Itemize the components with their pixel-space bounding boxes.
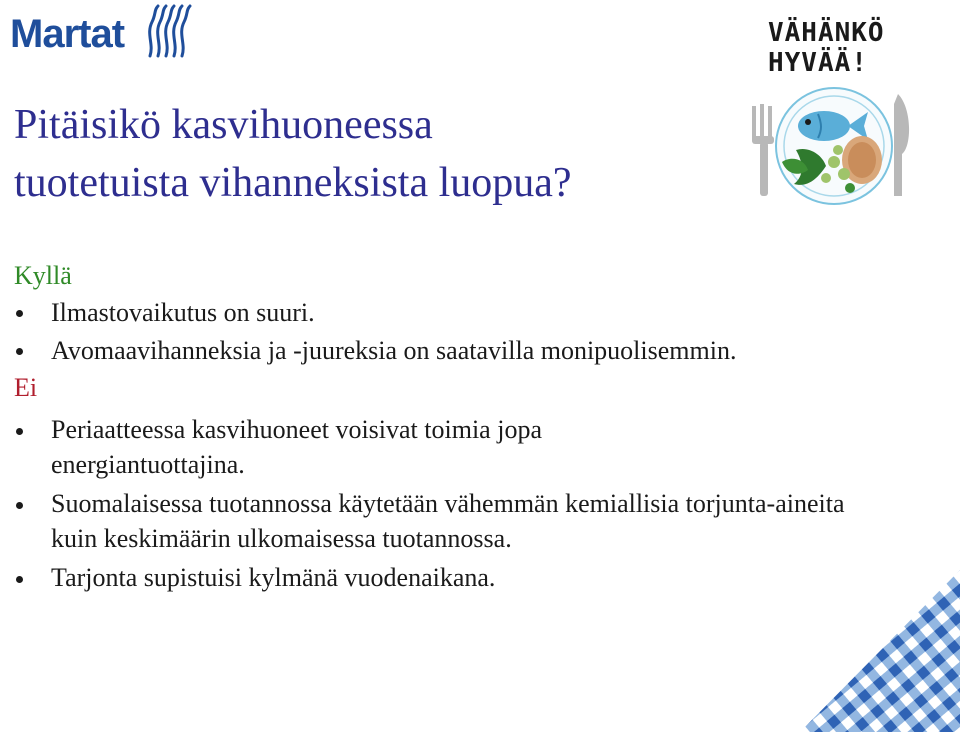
slide-title bbox=[14, 96, 572, 212]
list-item-text: Periaatteessa kasvihuoneet voisivat toimia jopa energiantuottajina. bbox=[51, 415, 542, 479]
martat-logo bbox=[10, 4, 190, 60]
list-item-text: Tarjonta supistuisi kylmänä vuodenaikana. bbox=[51, 563, 496, 592]
martat-wave-icon bbox=[144, 4, 192, 60]
bullet-icon bbox=[16, 502, 23, 509]
yes-list bbox=[14, 294, 914, 370]
list-item-text: Avomaavihanneksia ja -juureksia on saatavilla monipuolisemmin. bbox=[51, 336, 737, 365]
vahanko-line-2: HYVÄÄ! bbox=[768, 48, 868, 78]
bullet-icon bbox=[16, 348, 23, 355]
slide-title-line-2: tuotetuista vihanneksista luopua? bbox=[14, 160, 572, 206]
list-item bbox=[14, 332, 914, 370]
section-label-yes: Kyllä bbox=[14, 261, 72, 290]
plate-illustration bbox=[748, 84, 918, 209]
bullet-icon bbox=[16, 576, 23, 583]
slide-content bbox=[14, 258, 914, 599]
list-item bbox=[14, 294, 914, 332]
martat-logo-text: Martat bbox=[10, 12, 125, 56]
tablecloth-decoration bbox=[770, 560, 960, 732]
list-item bbox=[14, 486, 881, 556]
slide-title-line-1: Pitäisikö kasvihuoneessa bbox=[14, 102, 433, 148]
bullet-icon bbox=[16, 310, 23, 317]
list-item bbox=[14, 412, 711, 482]
bullet-icon bbox=[16, 428, 23, 435]
vahanko-line-1: VÄHÄNKÖ bbox=[768, 18, 885, 48]
vahanko-hyvaa-logo bbox=[768, 18, 918, 78]
list-item-text: Suomalaisessa tuotannossa käytetään vähemmän kemiallisia torjunta-aineita kuin keskimäärin ulkomaisessa tuotannossa. bbox=[51, 489, 845, 553]
knife-icon bbox=[894, 94, 909, 196]
section-label-no: Ei bbox=[14, 373, 38, 402]
list-item-text: Ilmastovaikutus on suuri. bbox=[51, 298, 315, 327]
fork-icon bbox=[752, 104, 774, 196]
